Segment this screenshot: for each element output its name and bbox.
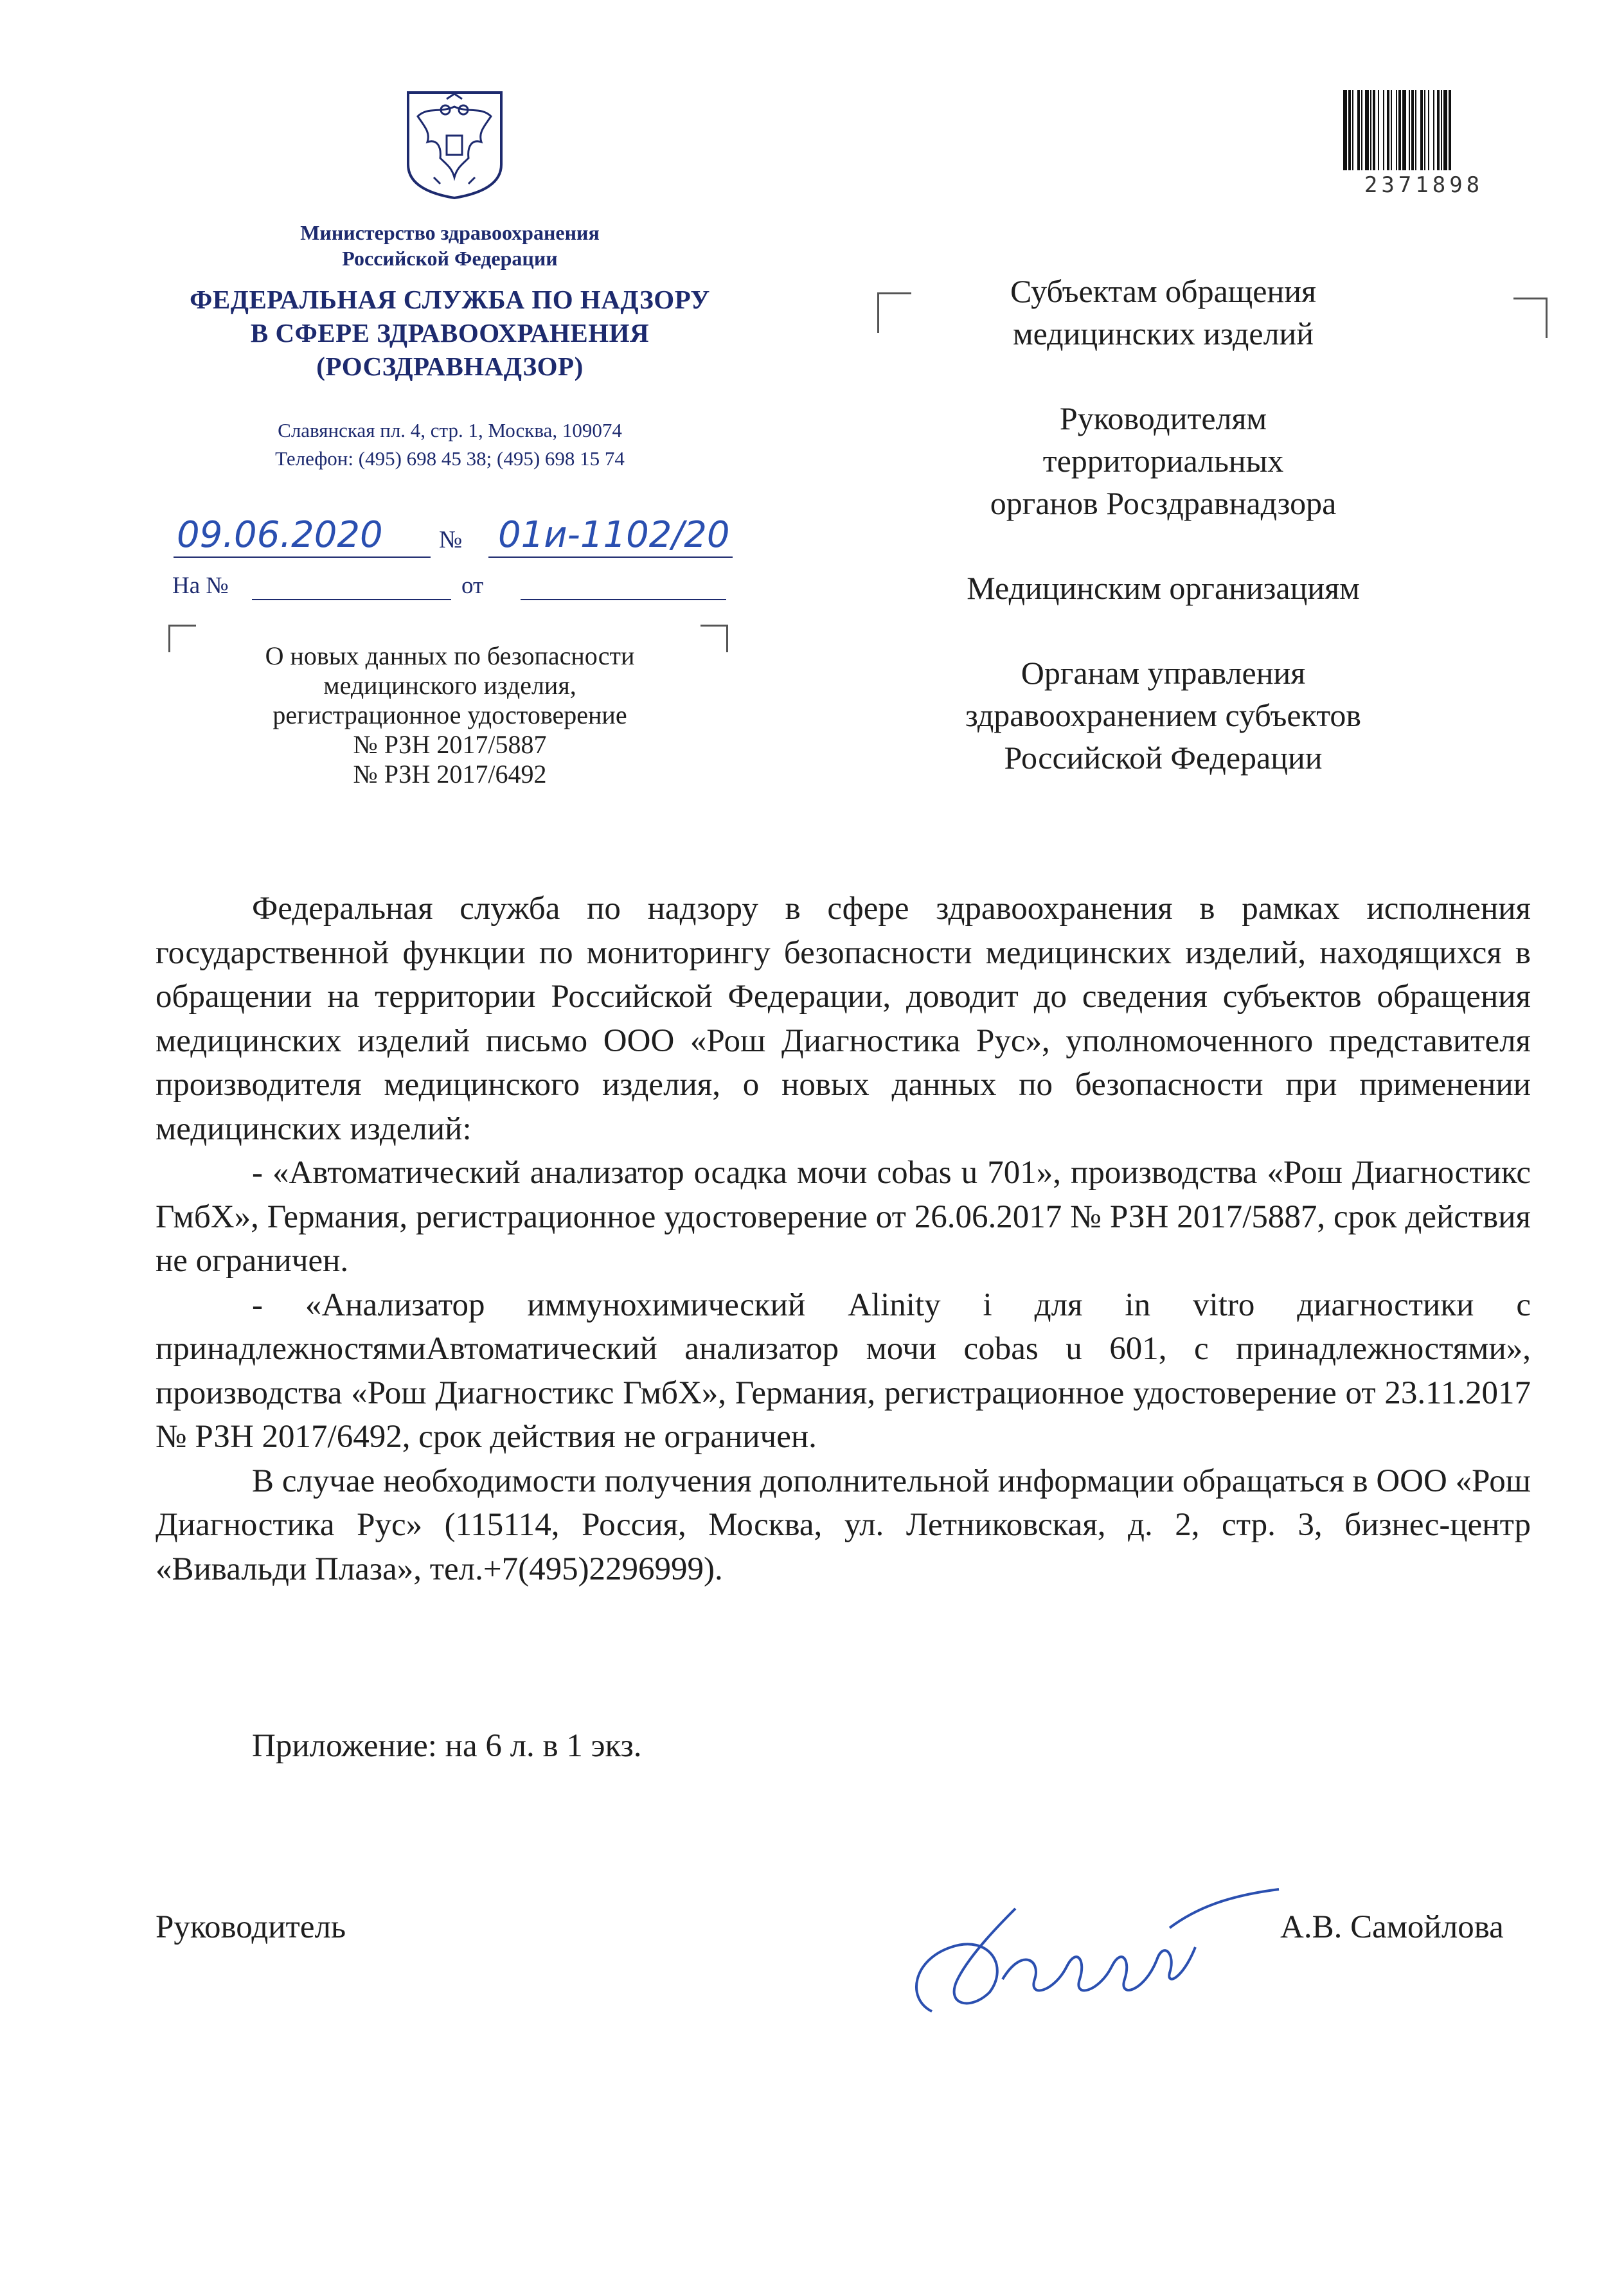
addressee-line: здравоохранением субъектов — [965, 697, 1362, 733]
barcode-bar — [1373, 90, 1375, 170]
letter-subject — [167, 641, 733, 789]
phone-line: Телефон: (495) 698 45 38; (495) 698 15 74 — [275, 447, 625, 470]
body-paragraph: В случае необходимости получения дополнительной информации обращаться в ООО «Рош Диагностика Рус» (115114, Россия, Москва, ул. Летниковская, д. 2, стр. 3, бизнес-центр «Вивальди Плаза», тел.+7(495)2296999). — [156, 1463, 1531, 1587]
subject-line: № РЗН 2017/5887 — [353, 730, 547, 759]
addressee-line: территориальных — [1042, 443, 1284, 479]
barcode-bar — [1402, 90, 1406, 170]
reply-label: На № — [172, 573, 229, 599]
ministry-line: Министерство здравоохранения — [300, 221, 600, 244]
service-line: В СФЕРЕ ЗДРАВООХРАНЕНИЯ — [250, 318, 650, 348]
barcode-bar — [1361, 90, 1362, 170]
number-underline — [488, 557, 733, 558]
reply-from-label: от — [461, 573, 484, 599]
reply-date-line — [521, 599, 726, 600]
addressee-corner-right — [1513, 298, 1548, 338]
addressee-group — [887, 270, 1440, 355]
barcode-bar — [1365, 90, 1369, 170]
barcode-bar — [1449, 90, 1451, 170]
barcode-bar — [1441, 90, 1442, 170]
barcode-image — [1342, 90, 1506, 174]
subject-line: регистрационное удостоверение — [272, 700, 627, 729]
signer-name: А.В. Самойлова — [1280, 1909, 1504, 1945]
addressee-line: органов Росздравнадзора — [990, 485, 1337, 521]
body-paragraph: Федеральная служба по надзору в сфере здравоохранения в рамках исполнения государственной функции по мониторингу безопасности медицинских изделий, находящихся в обращении на территории Российской Федерации, доводит до сведения субъектов обращения медицинских изделий письмо ООО «Рош Диагностика Рус», уполномоченного представителя производителя медицинского изделия, о новых данных по безопасности при применении медицинских изделий: — [156, 891, 1531, 1147]
service-line: ФЕДЕРАЛЬНАЯ СЛУЖБА ПО НАДЗОРУ — [190, 285, 710, 314]
barcode-bar — [1443, 90, 1447, 170]
barcode-bar — [1352, 90, 1353, 170]
barcode-bar — [1348, 90, 1351, 170]
letter-date: 09.06.2020 — [177, 514, 383, 556]
addressee-line: Медицинским организациям — [967, 570, 1360, 606]
barcode-bar — [1420, 90, 1423, 170]
barcode-bar — [1415, 90, 1416, 170]
barcode-bar — [1370, 90, 1371, 170]
barcode-bar — [1391, 90, 1392, 170]
subject-line: О новых данных по безопасности — [265, 641, 635, 670]
body-paragraph: - «Автоматический анализатор осадка мочи cobas u 701», производства «Рош Диагностикс ГмбХ», Германия, регистрационное удостоверение от 26.06.2017 № РЗН 2017/5887, срок действия не ограничен. — [156, 1155, 1531, 1279]
subject-line: медицинского изделия, — [323, 671, 576, 700]
barcode-bar — [1433, 90, 1434, 170]
addressee-line: Субъектам обращения — [1010, 273, 1316, 309]
barcode-bar — [1437, 90, 1440, 170]
addressee-group — [887, 652, 1440, 779]
appendix-note: Приложение: на 6 л. в 1 экз. — [252, 1728, 642, 1764]
barcode-bar — [1428, 90, 1429, 170]
barcode-bar — [1343, 90, 1347, 170]
reply-number-line — [252, 599, 451, 600]
barcode-bar — [1378, 90, 1379, 170]
service-address — [167, 416, 733, 473]
barcode-bar — [1387, 90, 1389, 170]
service-name — [129, 283, 771, 383]
address-line: Славянская пл. 4, стр. 1, Москва, 109074 — [278, 419, 622, 441]
barcode-bar — [1424, 90, 1425, 170]
letter-number: 01и-1102/20 — [498, 514, 730, 556]
barcode-number: 2371898 — [1364, 172, 1484, 198]
body-paragraph: - «Анализатор иммунохимический Alinity i для in vitro диагностики с принадлежностямиАвтоматический анализатор мочи cobas u 601, с принадлежностями», производства «Рош Диагностикс ГмбХ», Германия, регистрационное удостоверение от 23.11.2017 № РЗН 2017/6492, срок действия не ограничен. — [156, 1287, 1531, 1455]
addressee-group — [887, 567, 1440, 609]
barcode-bar — [1383, 90, 1384, 170]
signer-position: Руководитель — [156, 1909, 346, 1945]
service-line: (РОСЗДРАВНАДЗОР) — [316, 352, 584, 381]
letter-body — [156, 887, 1531, 1591]
handwritten-signature — [893, 1851, 1292, 2044]
ministry-name — [161, 220, 739, 271]
coat-of-arms-emblem-icon — [402, 87, 508, 200]
addressee-line: Российской Федерации — [1004, 740, 1323, 776]
barcode-bar — [1409, 90, 1410, 170]
date-underline — [174, 557, 431, 558]
barcode-bar — [1398, 90, 1401, 170]
barcode-bar — [1357, 90, 1360, 170]
subject-line: № РЗН 2017/6492 — [353, 760, 547, 788]
addressee-group — [887, 397, 1440, 524]
addressee-line: Руководителям — [1059, 400, 1267, 436]
addressee-line: Органам управления — [1021, 655, 1306, 691]
addressee-block — [887, 270, 1440, 821]
addressee-line: медицинских изделий — [1012, 316, 1314, 352]
number-sign: № — [439, 526, 463, 553]
barcode-bar — [1411, 90, 1414, 170]
barcode-bar — [1396, 90, 1397, 170]
ministry-line: Российской Федерации — [342, 247, 558, 270]
